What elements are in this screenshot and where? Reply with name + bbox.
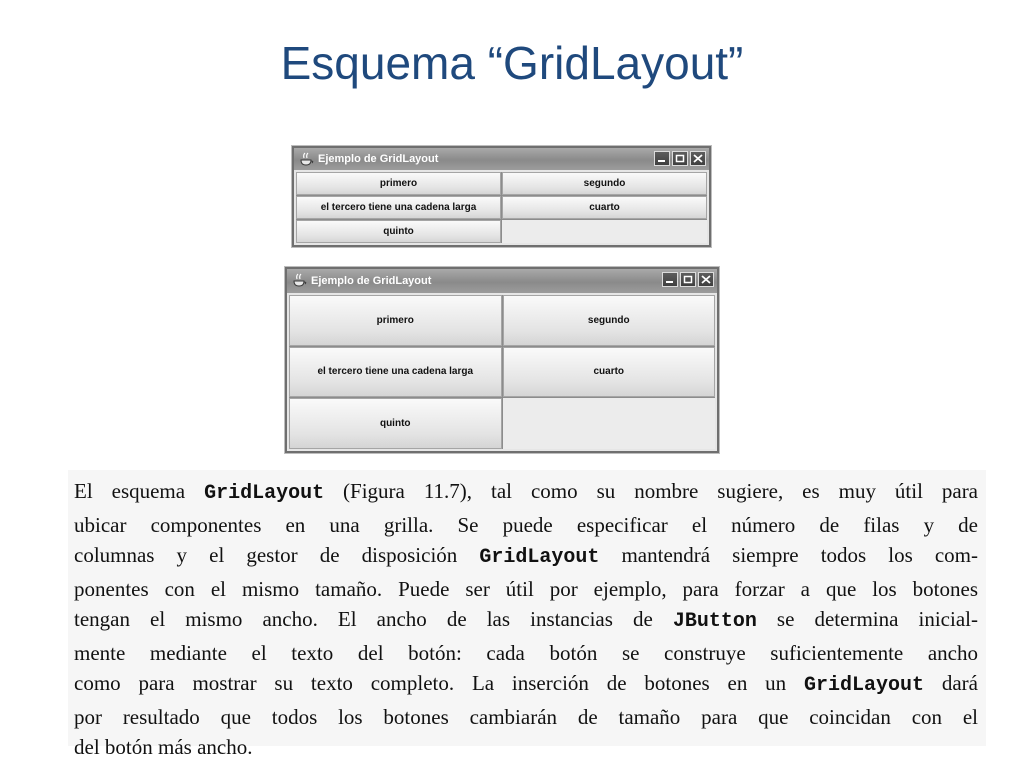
slide-title: Esquema “GridLayout” — [280, 37, 744, 89]
maximize-button[interactable] — [672, 151, 688, 166]
paragraph-line: El esquema GridLayout (Figura 11.7), tal como su nombre sugiere, es muy útil para — [74, 479, 979, 505]
java-cup-icon — [298, 152, 314, 166]
button-grid — [296, 172, 707, 243]
paragraph-line: ponentes con el mismo tamaño. Puede ser útil por ejemplo, para forzar a que los botones — [74, 576, 978, 601]
paragraph-line: ubicar componentes en una grilla. Se puede especificar el número de filas y de — [74, 512, 978, 537]
close-icon — [693, 154, 703, 163]
minimize-button[interactable] — [654, 151, 670, 166]
code-term: GridLayout — [479, 546, 600, 569]
window-titlebar[interactable] — [294, 148, 709, 170]
empty-grid-cell — [502, 220, 707, 243]
window-gridlayout-large — [285, 267, 719, 453]
paragraph-line: como para mostrar su texto completo. La inserción de botones en un GridLayout dará — [74, 671, 978, 697]
button-cuarto[interactable]: cuarto — [502, 196, 707, 219]
code-term: GridLayout — [204, 482, 325, 505]
description-paragraph — [68, 470, 986, 759]
button-primero[interactable]: primero — [289, 295, 502, 346]
button-tercero[interactable]: el tercero tiene una cadena larga — [296, 196, 501, 219]
window-gridlayout-small — [292, 146, 711, 247]
window-titlebar[interactable] — [287, 269, 717, 293]
minimize-icon — [657, 154, 667, 163]
code-term: GridLayout — [804, 674, 925, 697]
paragraph-line: del botón más ancho. — [74, 735, 253, 759]
paragraph-line: tengan el mismo ancho. El ancho de las instancias de JButton se determina inicial- — [74, 607, 978, 633]
window-title: Ejemplo de GridLayout — [318, 153, 439, 165]
empty-grid-cell — [503, 398, 716, 449]
paragraph-line: columnas y el gestor de disposición GridLayout mantendrá siempre todos los com- — [74, 543, 978, 569]
window-title: Ejemplo de GridLayout — [311, 275, 432, 287]
button-segundo[interactable]: segundo — [503, 295, 716, 346]
button-quinto[interactable]: quinto — [296, 220, 501, 243]
minimize-icon — [665, 275, 675, 284]
button-primero[interactable]: primero — [296, 172, 501, 195]
close-icon — [701, 275, 711, 284]
button-segundo[interactable]: segundo — [502, 172, 707, 195]
paragraph-line: por resultado que todos los botones cambiarán de tamaño para que coincidan con el — [74, 704, 978, 729]
close-button[interactable] — [690, 151, 706, 166]
maximize-button[interactable] — [680, 272, 696, 287]
code-term: JButton — [672, 610, 757, 633]
button-tercero[interactable]: el tercero tiene una cadena larga — [289, 347, 502, 398]
button-cuarto[interactable]: cuarto — [503, 347, 716, 398]
java-cup-icon — [291, 273, 307, 287]
paragraph-line: mente mediante el texto del botón: cada botón se construye suficientemente ancho — [74, 640, 978, 665]
button-grid — [289, 295, 715, 449]
minimize-button[interactable] — [662, 272, 678, 287]
maximize-icon — [683, 275, 693, 284]
maximize-icon — [675, 154, 685, 163]
button-quinto[interactable]: quinto — [289, 398, 502, 449]
close-button[interactable] — [698, 272, 714, 287]
